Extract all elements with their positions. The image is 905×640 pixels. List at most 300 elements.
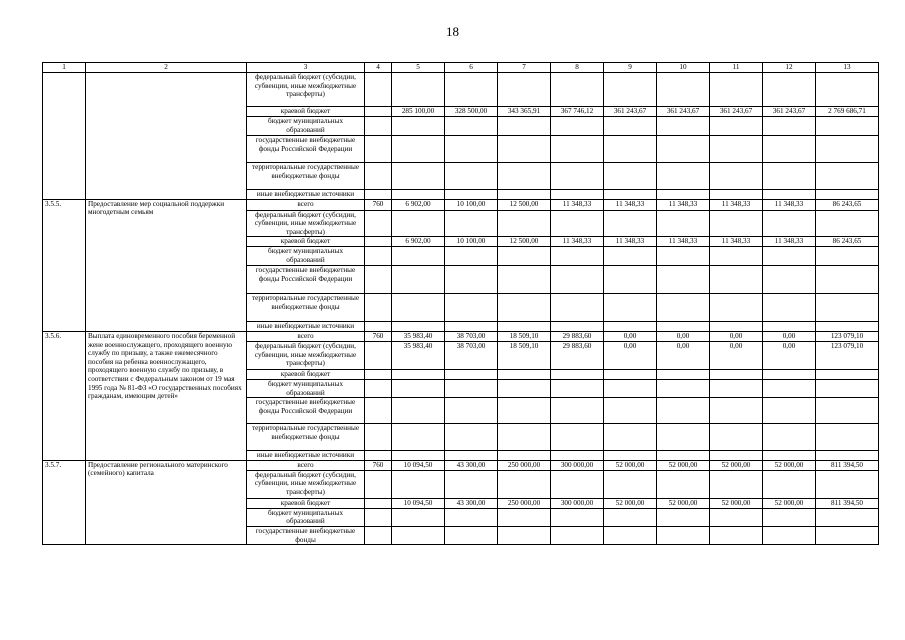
amount-cell: 10 094,50 — [392, 498, 445, 508]
column-4-value — [365, 369, 392, 379]
amount-cell: 250 000,00 — [498, 498, 551, 508]
amount-cell — [445, 117, 498, 136]
amount-cell — [763, 508, 816, 526]
amount-cell: 285 100,00 — [392, 107, 445, 117]
amount-cell — [392, 369, 445, 379]
amount-cell — [763, 136, 816, 163]
amount-cell — [816, 369, 879, 379]
amount-cell — [816, 247, 879, 266]
item-code: 3.5.5. — [43, 199, 86, 331]
amount-cell: 86 243,65 — [816, 237, 879, 247]
amount-cell: 11 348,33 — [551, 199, 604, 210]
amount-cell — [445, 163, 498, 190]
amount-cell — [604, 117, 657, 136]
amount-cell — [445, 322, 498, 332]
amount-cell: 38 703,00 — [445, 331, 498, 341]
amount-cell: 0,00 — [604, 341, 657, 369]
amount-cell — [604, 210, 657, 237]
amount-cell — [604, 322, 657, 332]
amount-cell — [763, 210, 816, 237]
amount-cell: 35 983,40 — [392, 331, 445, 341]
funding-source: государственные внебюджетные фонды — [247, 526, 365, 544]
amount-cell — [604, 163, 657, 190]
amount-cell — [657, 163, 710, 190]
amount-cell — [551, 369, 604, 379]
amount-cell — [657, 117, 710, 136]
amount-cell — [604, 73, 657, 107]
amount-cell: 35 983,40 — [392, 341, 445, 369]
amount-cell — [498, 136, 551, 163]
funding-source: государственные внебюджетные фонды Российской Федерации — [247, 136, 365, 163]
amount-cell — [816, 470, 879, 498]
amount-cell — [816, 322, 879, 332]
amount-cell: 0,00 — [710, 331, 763, 341]
column-header: 8 — [551, 63, 604, 73]
column-4-value — [365, 294, 392, 322]
amount-cell: 10 100,00 — [445, 199, 498, 210]
column-4-value — [365, 190, 392, 200]
amount-cell — [816, 379, 879, 397]
amount-cell — [710, 451, 763, 461]
amount-cell: 52 000,00 — [604, 460, 657, 470]
amount-cell — [763, 379, 816, 397]
column-4-value — [365, 451, 392, 461]
column-4-value: 760 — [365, 199, 392, 210]
amount-cell — [657, 424, 710, 451]
column-4-value — [365, 210, 392, 237]
item-code: 3.5.6. — [43, 331, 86, 460]
amount-cell: 6 902,00 — [392, 199, 445, 210]
amount-cell: 52 000,00 — [763, 498, 816, 508]
amount-cell — [498, 379, 551, 397]
amount-cell: 11 348,33 — [710, 199, 763, 210]
amount-cell — [604, 369, 657, 379]
amount-cell: 52 000,00 — [710, 460, 763, 470]
column-header: 12 — [763, 63, 816, 73]
amount-cell — [551, 322, 604, 332]
amount-cell — [604, 266, 657, 294]
table-row — [43, 460, 879, 470]
amount-cell — [604, 294, 657, 322]
amount-cell — [604, 424, 657, 451]
amount-cell — [816, 266, 879, 294]
amount-cell — [498, 508, 551, 526]
column-4-value — [365, 322, 392, 332]
amount-cell: 12 500,00 — [498, 237, 551, 247]
amount-cell: 123 079,10 — [816, 331, 879, 341]
amount-cell — [763, 190, 816, 200]
amount-cell: 18 509,10 — [498, 341, 551, 369]
column-4-value: 760 — [365, 331, 392, 341]
amount-cell — [604, 247, 657, 266]
amount-cell: 0,00 — [763, 331, 816, 341]
funding-source: краевой бюджет — [247, 369, 365, 379]
funding-source: государственные внебюджетные фонды Российской Федерации — [247, 398, 365, 424]
amount-cell: 11 348,33 — [604, 237, 657, 247]
amount-cell: 0,00 — [604, 331, 657, 341]
amount-cell — [445, 526, 498, 544]
amount-cell: 52 000,00 — [657, 498, 710, 508]
amount-cell — [816, 424, 879, 451]
amount-cell — [710, 136, 763, 163]
amount-cell: 43 300,00 — [445, 460, 498, 470]
amount-cell — [710, 210, 763, 237]
column-header: 6 — [445, 63, 498, 73]
amount-cell — [498, 294, 551, 322]
column-4-value — [365, 73, 392, 107]
amount-cell — [445, 73, 498, 107]
item-name: Предоставление мер социальной поддержки многодетным семьям — [86, 199, 247, 331]
amount-cell — [710, 379, 763, 397]
amount-cell — [657, 210, 710, 237]
amount-cell: 361 243,67 — [763, 107, 816, 117]
amount-cell: 811 394,50 — [816, 460, 879, 470]
amount-cell — [551, 117, 604, 136]
amount-cell — [498, 190, 551, 200]
funding-source: федеральный бюджет (субсидии, субвенции, иные межбюджетные трансферты) — [247, 210, 365, 237]
amount-cell — [710, 190, 763, 200]
amount-cell — [392, 379, 445, 397]
amount-cell — [816, 136, 879, 163]
amount-cell: 29 883,60 — [551, 341, 604, 369]
column-header: 5 — [392, 63, 445, 73]
amount-cell — [498, 322, 551, 332]
amount-cell — [710, 73, 763, 107]
funding-source: бюджет муниципальных образований — [247, 117, 365, 136]
amount-cell: 123 079,10 — [816, 341, 879, 369]
amount-cell — [763, 470, 816, 498]
amount-cell: 361 243,67 — [710, 107, 763, 117]
amount-cell — [710, 424, 763, 451]
amount-cell — [498, 117, 551, 136]
amount-cell — [657, 508, 710, 526]
amount-cell — [392, 117, 445, 136]
item-code — [43, 73, 86, 200]
column-4-value — [365, 247, 392, 266]
funding-source: краевой бюджет — [247, 237, 365, 247]
amount-cell — [498, 451, 551, 461]
column-header: 9 — [604, 63, 657, 73]
funding-source: всего — [247, 199, 365, 210]
amount-cell — [604, 451, 657, 461]
amount-cell: 11 348,33 — [657, 237, 710, 247]
amount-cell — [445, 190, 498, 200]
amount-cell — [551, 470, 604, 498]
amount-cell: 2 769 686,71 — [816, 107, 879, 117]
amount-cell — [604, 470, 657, 498]
amount-cell — [498, 526, 551, 544]
amount-cell — [392, 266, 445, 294]
amount-cell — [498, 369, 551, 379]
amount-cell — [498, 470, 551, 498]
amount-cell — [657, 190, 710, 200]
amount-cell — [445, 247, 498, 266]
amount-cell — [763, 451, 816, 461]
funding-source: территориальные государственные внебюджетные фонды — [247, 424, 365, 451]
amount-cell — [392, 136, 445, 163]
amount-cell: 343 365,91 — [498, 107, 551, 117]
funding-source: иные внебюджетные источники — [247, 322, 365, 332]
funding-source: федеральный бюджет (субсидии, субвенции, иные межбюджетные трансферты) — [247, 470, 365, 498]
funding-source: федеральный бюджет (субсидии, субвенции, иные межбюджетные трансферты) — [247, 341, 365, 369]
amount-cell — [657, 379, 710, 397]
amount-cell — [392, 424, 445, 451]
amount-cell — [445, 266, 498, 294]
column-header: 1 — [43, 63, 86, 73]
amount-cell — [604, 379, 657, 397]
amount-cell: 0,00 — [657, 331, 710, 341]
amount-cell — [498, 73, 551, 107]
funding-source: бюджет муниципальных образований — [247, 379, 365, 397]
amount-cell: 52 000,00 — [763, 460, 816, 470]
amount-cell — [816, 190, 879, 200]
amount-cell — [657, 73, 710, 107]
amount-cell: 11 348,33 — [604, 199, 657, 210]
amount-cell — [604, 398, 657, 424]
amount-cell — [657, 451, 710, 461]
amount-cell: 10 094,50 — [392, 460, 445, 470]
amount-cell — [816, 73, 879, 107]
amount-cell — [498, 247, 551, 266]
amount-cell — [763, 369, 816, 379]
amount-cell: 18 509,10 — [498, 331, 551, 341]
amount-cell — [763, 526, 816, 544]
amount-cell: 11 348,33 — [763, 237, 816, 247]
amount-cell — [816, 398, 879, 424]
amount-cell: 29 883,60 — [551, 331, 604, 341]
amount-cell — [551, 508, 604, 526]
amount-cell — [551, 247, 604, 266]
amount-cell — [710, 117, 763, 136]
item-code: 3.5.7. — [43, 460, 86, 544]
amount-cell — [392, 398, 445, 424]
amount-cell — [657, 294, 710, 322]
amount-cell — [763, 163, 816, 190]
amount-cell: 6 902,00 — [392, 237, 445, 247]
amount-cell — [763, 424, 816, 451]
table-row — [43, 331, 879, 341]
column-4-value — [365, 379, 392, 397]
amount-cell: 11 348,33 — [763, 199, 816, 210]
column-header: 11 — [710, 63, 763, 73]
amount-cell — [763, 322, 816, 332]
budget-table — [42, 62, 879, 545]
amount-cell: 11 348,33 — [710, 237, 763, 247]
amount-cell — [445, 136, 498, 163]
amount-cell — [498, 210, 551, 237]
amount-cell — [763, 247, 816, 266]
amount-cell — [604, 190, 657, 200]
funding-source: федеральный бюджет (субсидии, субвенции, иные межбюджетные трансферты) — [247, 73, 365, 107]
amount-cell — [392, 210, 445, 237]
amount-cell — [816, 117, 879, 136]
amount-cell — [763, 294, 816, 322]
amount-cell — [710, 266, 763, 294]
funding-source: территориальные государственные внебюджетные фонды — [247, 294, 365, 322]
funding-source: государственные внебюджетные фонды Российской Федерации — [247, 266, 365, 294]
amount-cell — [445, 470, 498, 498]
amount-cell — [763, 73, 816, 107]
amount-cell — [710, 508, 763, 526]
amount-cell: 361 243,67 — [604, 107, 657, 117]
amount-cell — [551, 266, 604, 294]
amount-cell: 38 703,00 — [445, 341, 498, 369]
amount-cell — [551, 136, 604, 163]
amount-cell: 86 243,65 — [816, 199, 879, 210]
amount-cell — [816, 210, 879, 237]
amount-cell — [392, 322, 445, 332]
column-4-value — [365, 266, 392, 294]
amount-cell: 43 300,00 — [445, 498, 498, 508]
amount-cell — [710, 322, 763, 332]
amount-cell — [445, 369, 498, 379]
amount-cell — [445, 210, 498, 237]
item-name: Предоставление регионального материнского (семейного) капитала — [86, 460, 247, 544]
table-body — [43, 73, 879, 545]
amount-cell — [551, 424, 604, 451]
funding-source: иные внебюджетные источники — [247, 190, 365, 200]
amount-cell: 361 243,67 — [657, 107, 710, 117]
funding-source: краевой бюджет — [247, 498, 365, 508]
amount-cell — [657, 526, 710, 544]
amount-cell — [392, 526, 445, 544]
column-header: 3 — [247, 63, 365, 73]
amount-cell: 12 500,00 — [498, 199, 551, 210]
column-4-value — [365, 498, 392, 508]
amount-cell — [763, 266, 816, 294]
amount-cell — [763, 398, 816, 424]
column-header: 2 — [86, 63, 247, 73]
amount-cell — [657, 247, 710, 266]
funding-source: бюджет муниципальных образований — [247, 247, 365, 266]
funding-source: всего — [247, 460, 365, 470]
amount-cell — [498, 424, 551, 451]
amount-cell: 367 746,12 — [551, 107, 604, 117]
table-row — [43, 199, 879, 210]
amount-cell — [551, 163, 604, 190]
amount-cell: 811 394,50 — [816, 498, 879, 508]
amount-cell: 250 000,00 — [498, 460, 551, 470]
amount-cell — [445, 379, 498, 397]
column-header: 10 — [657, 63, 710, 73]
amount-cell — [657, 266, 710, 294]
column-4-value — [365, 526, 392, 544]
amount-cell — [445, 451, 498, 461]
amount-cell — [392, 508, 445, 526]
amount-cell — [392, 163, 445, 190]
amount-cell: 52 000,00 — [604, 498, 657, 508]
column-4-value — [365, 237, 392, 247]
amount-cell: 328 500,00 — [445, 107, 498, 117]
amount-cell — [551, 379, 604, 397]
amount-cell — [498, 398, 551, 424]
column-number-row — [43, 63, 879, 73]
amount-cell: 52 000,00 — [710, 498, 763, 508]
amount-cell: 0,00 — [657, 341, 710, 369]
column-4-value — [365, 508, 392, 526]
amount-cell: 300 000,00 — [551, 498, 604, 508]
funding-source: краевой бюджет — [247, 107, 365, 117]
amount-cell — [710, 247, 763, 266]
amount-cell — [710, 369, 763, 379]
amount-cell — [551, 398, 604, 424]
column-4-value — [365, 424, 392, 451]
amount-cell — [392, 451, 445, 461]
column-header: 7 — [498, 63, 551, 73]
amount-cell — [551, 526, 604, 544]
amount-cell — [551, 73, 604, 107]
item-name — [86, 73, 247, 200]
amount-cell — [710, 163, 763, 190]
item-name: Выплата единовременного пособия беременной жене военнослужащего, проходящего военную службу по призыву, а также ежемесячного пособия на ребенка военнослужащего, проходящего военную службу по призыву, в соответствии с Федеральным законом от 19 мая 1995 года № 81-ФЗ «О государственных пособиях гражданам, имеющим детей» — [86, 331, 247, 460]
funding-source: бюджет муниципальных образований — [247, 508, 365, 526]
amount-cell — [816, 508, 879, 526]
amount-cell — [392, 73, 445, 107]
amount-cell — [816, 294, 879, 322]
page-number: 18 — [446, 24, 459, 39]
amount-cell — [763, 117, 816, 136]
amount-cell: 11 348,33 — [657, 199, 710, 210]
amount-cell — [551, 451, 604, 461]
amount-cell — [392, 247, 445, 266]
amount-cell — [604, 136, 657, 163]
column-4-value — [365, 117, 392, 136]
amount-cell — [657, 136, 710, 163]
amount-cell — [551, 294, 604, 322]
amount-cell — [445, 424, 498, 451]
amount-cell — [657, 369, 710, 379]
amount-cell — [392, 294, 445, 322]
column-4-value — [365, 341, 392, 369]
amount-cell — [445, 294, 498, 322]
amount-cell — [816, 451, 879, 461]
column-4-value: 760 — [365, 460, 392, 470]
amount-cell: 0,00 — [710, 341, 763, 369]
amount-cell — [445, 508, 498, 526]
amount-cell — [657, 470, 710, 498]
amount-cell — [710, 398, 763, 424]
amount-cell — [392, 190, 445, 200]
amount-cell — [710, 294, 763, 322]
amount-cell: 10 100,00 — [445, 237, 498, 247]
amount-cell — [498, 266, 551, 294]
funding-source: территориальные государственные внебюджетные фонды — [247, 163, 365, 190]
column-4-value — [365, 136, 392, 163]
amount-cell — [816, 526, 879, 544]
funding-source: всего — [247, 331, 365, 341]
amount-cell: 300 000,00 — [551, 460, 604, 470]
amount-cell — [710, 470, 763, 498]
funding-source: иные внебюджетные источники — [247, 451, 365, 461]
column-4-value — [365, 163, 392, 190]
amount-cell — [551, 210, 604, 237]
amount-cell — [816, 163, 879, 190]
amount-cell: 0,00 — [763, 341, 816, 369]
column-4-value — [365, 107, 392, 117]
amount-cell — [604, 508, 657, 526]
amount-cell: 11 348,33 — [551, 237, 604, 247]
column-header: 4 — [365, 63, 392, 73]
column-header: 13 — [816, 63, 879, 73]
column-4-value — [365, 470, 392, 498]
amount-cell — [604, 526, 657, 544]
amount-cell: 52 000,00 — [657, 460, 710, 470]
table-row — [43, 73, 879, 107]
column-4-value — [365, 398, 392, 424]
amount-cell — [657, 398, 710, 424]
amount-cell — [551, 190, 604, 200]
amount-cell — [392, 470, 445, 498]
